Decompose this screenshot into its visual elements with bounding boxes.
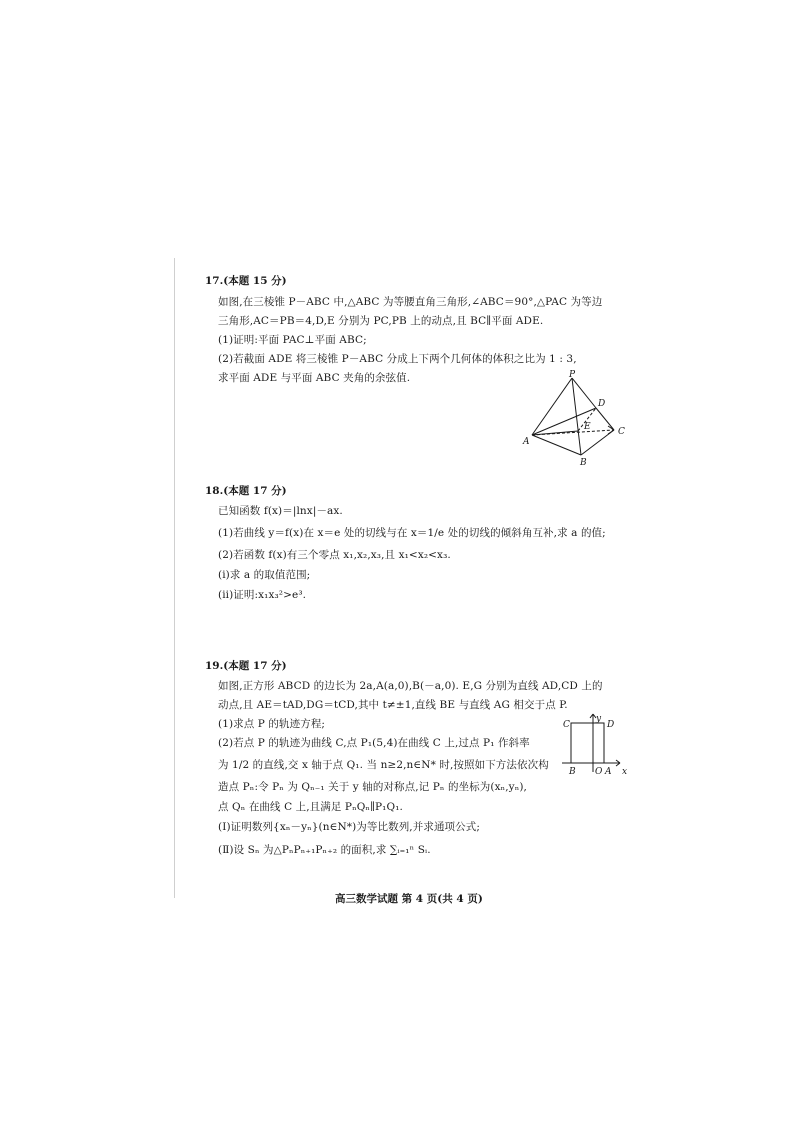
- figure-label-O: O: [595, 767, 603, 777]
- problem-19-line-6: 造点 Pₙ:令 Pₙ 为 Qₙ₋₁ 关于 y 轴的对称点,记 Pₙ 的坐标为(xₙ,yₙ),: [218, 781, 527, 793]
- problem-19-line-1: 如图,正方形 ABCD 的边长为 2a,A(a,0),B(－a,0). E,G 分别为直线 AD,CD 上的: [218, 680, 603, 692]
- problem-19-line-4: (2)若点 P 的轨迹为曲线 C,点 P₁(5,4)在曲线 C 上,过点 P₁ 作斜率: [218, 737, 530, 749]
- page-footer: 高三数学试题 第 4 页(共 4 页): [335, 893, 483, 905]
- problem-17-line-5: 求平面 ADE 与平面 ABC 夹角的余弦值.: [218, 372, 411, 384]
- figure-label-D: D: [607, 720, 615, 730]
- problem-19-heading: 19.(本题 17 分): [205, 660, 287, 672]
- figure-label-A: A: [523, 437, 530, 447]
- problem-19-line-7: 点 Qₙ 在曲线 C 上,且满足 PₙQₙ∥P₁Q₁.: [218, 801, 403, 813]
- problem-18-line-2: (1)若曲线 y＝f(x)在 x＝e 处的切线与在 x＝1/e 处的切线的倾斜角互补,求 a 的值;: [218, 527, 606, 539]
- problem-17-line-3: (1)证明:平面 PAC⊥平面 ABC;: [218, 334, 367, 346]
- problem-19-line-3: (1)求点 P 的轨迹方程;: [218, 718, 326, 730]
- figure-label-B: B: [569, 767, 576, 777]
- figure-label-B: B: [580, 458, 587, 468]
- problem-19-line-5: 为 1/2 的直线,交 x 轴于点 Q₁. 当 n≥2,n∈N* 时,按照如下方法依次构: [218, 759, 549, 771]
- problem-19-line-8: (Ⅰ)证明数列{xₙ－yₙ}(n∈N*)为等比数列,并求通项公式;: [218, 821, 480, 833]
- figure-label-A: A: [605, 767, 612, 777]
- binding-margin-line: [174, 258, 175, 898]
- problem-17-heading: 17.(本题 15 分): [205, 275, 287, 287]
- figure-label-C: C: [618, 427, 625, 437]
- figure-label-E: E: [584, 422, 591, 432]
- problem-18-line-5: (ii)证明:x₁x₃²>e³.: [218, 589, 307, 601]
- problem-17-line-4: (2)若截面 ADE 将三棱锥 P－ABC 分成上下两个几何体的体积之比为 1 : 3,: [218, 353, 577, 365]
- square-figure: [560, 712, 635, 782]
- figure-label-C: C: [563, 720, 570, 730]
- figure-label-y: y: [596, 714, 602, 724]
- problem-18-line-4: (i)求 a 的取值范围;: [218, 569, 311, 581]
- problem-19-line-9: (Ⅱ)设 Sₙ 为△PₙPₙ₊₁Pₙ₊₂ 的面积,求 ∑ᵢ₌₁ⁿ Sᵢ.: [218, 844, 431, 856]
- problem-17-line-2: 三角形,AC＝PB＝4,D,E 分别为 PC,PB 上的动点,且 BC∥平面 ADE.: [218, 315, 544, 327]
- figure-label-x: x: [622, 767, 628, 777]
- problem-18-line-1: 已知函数 f(x)＝|lnx|－ax.: [218, 505, 343, 517]
- problem-19-line-2: 动点,且 AE＝tAD,DG＝tCD,其中 t≠±1,直线 BE 与直线 AG 相交于点 P.: [218, 699, 568, 711]
- tetrahedron-figure: [520, 370, 635, 468]
- problem-18-line-3: (2)若函数 f(x)有三个零点 x₁,x₂,x₃,且 x₁<x₂<x₃.: [218, 549, 451, 561]
- problem-17-line-1: 如图,在三棱锥 P－ABC 中,△ABC 为等腰直角三角形,∠ABC＝90°,△PAC 为等边: [218, 296, 603, 308]
- figure-label-P: P: [569, 370, 576, 380]
- problem-18-heading: 18.(本题 17 分): [205, 485, 287, 497]
- figure-label-D: D: [598, 399, 606, 409]
